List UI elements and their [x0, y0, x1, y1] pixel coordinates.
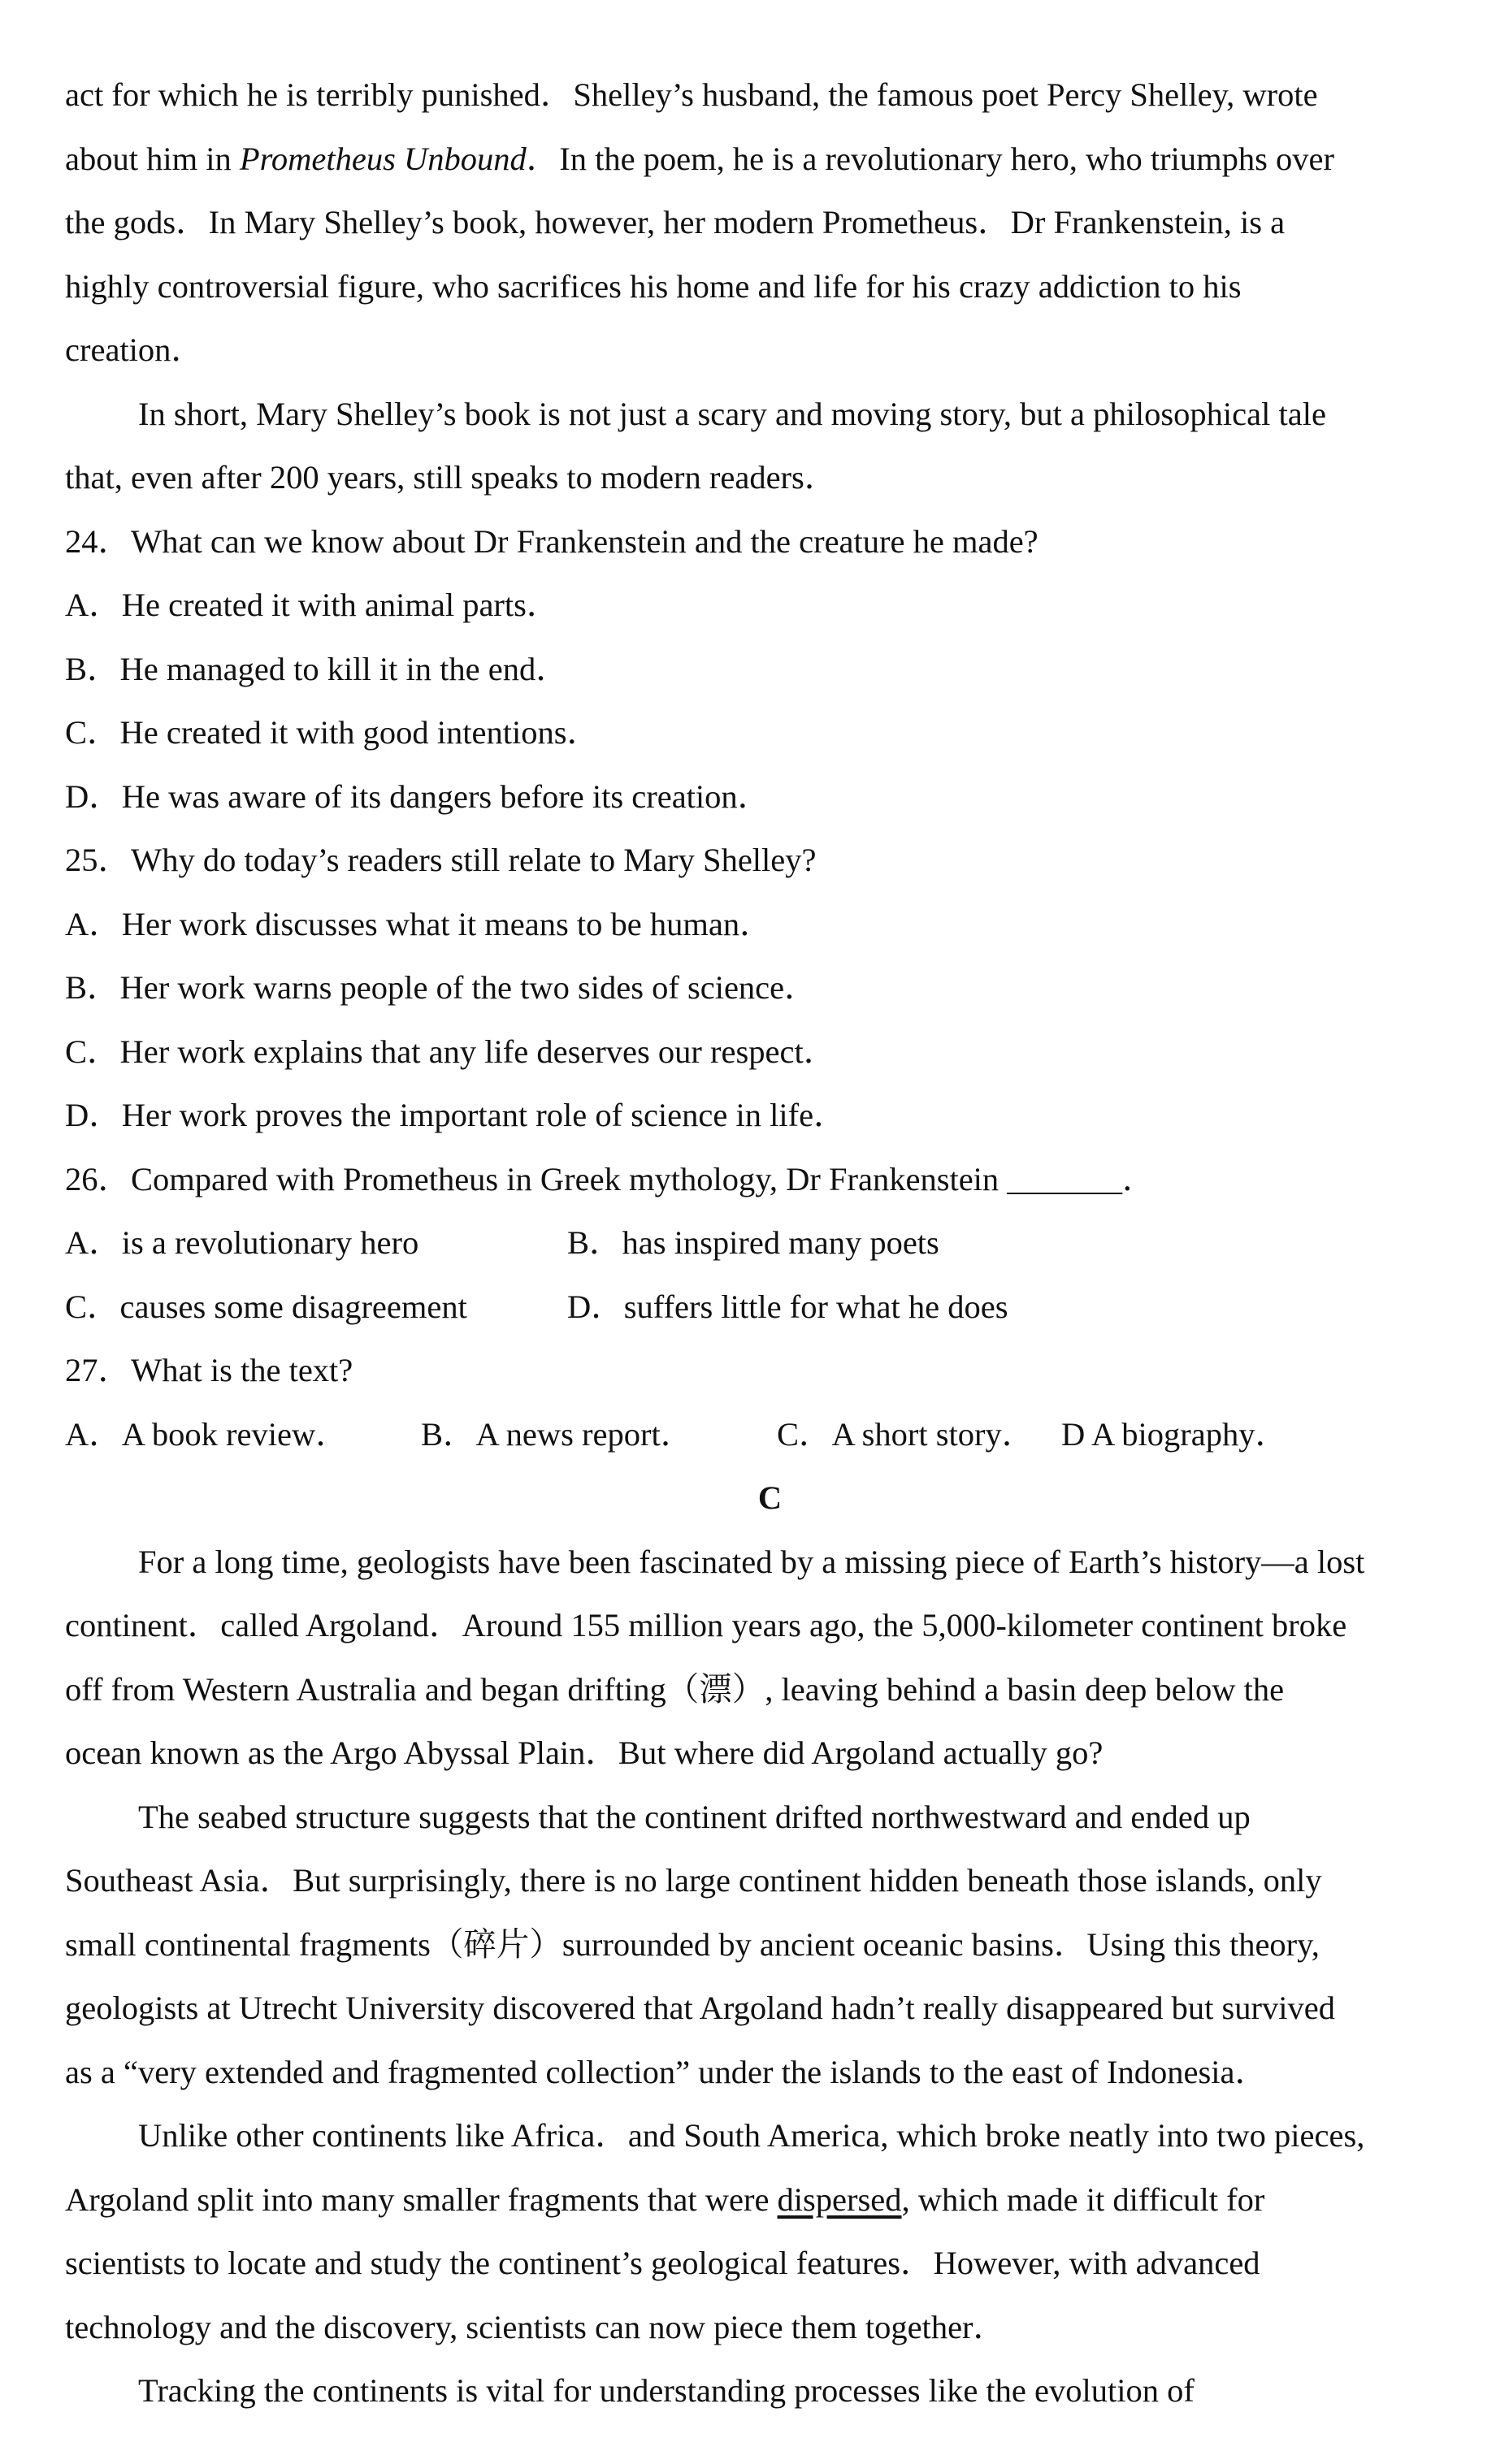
option-d: D．Her work proves the important role of science in life． [65, 1097, 847, 1133]
option-row [65, 1275, 1496, 1340]
passage-b-paragraph-1 [65, 63, 1496, 383]
option-b: B．Her work warns people of the two sides of science． [65, 969, 817, 1006]
text-line: Southeast Asia．But surprisingly, there is no large continent hidden beneath those islands, only [65, 1862, 1322, 1899]
text-line: continent．called Argoland．Around 155 million years ago, the 5,000-kilometer continent broke [65, 1607, 1347, 1643]
text-line: Tracking the continents is vital for understanding processes like the evolution of [138, 2372, 1195, 2409]
option-b: B．He managed to kill it in the end． [65, 650, 569, 687]
question-stem: 27．What is the text? [65, 1352, 353, 1388]
text-line: Unlike other continents like Africa．and South America, which broke neatly into two pieces, [138, 2117, 1365, 2154]
question-25 [65, 829, 1496, 1148]
option-c: C．He created it with good intentions． [65, 714, 601, 751]
passage-b-paragraph-2 [65, 383, 1496, 510]
passage-c-paragraph-3 [65, 2104, 1496, 2359]
text-line: technology and the discovery, scientists can now piece them together． [65, 2308, 1007, 2345]
option-d: D．suffers little for what he does [567, 1288, 1008, 1325]
text-line: For a long time, geologists have been fascinated by a missing piece of Earth’s history—a lost [138, 1543, 1365, 1580]
option-row [65, 1403, 1496, 1467]
text-line: geologists at Utrecht University discovered that Argoland hadn’t really disappeared but survived [65, 1990, 1335, 2026]
option-a: A．Her work discusses what it means to be human． [65, 905, 773, 942]
text-line: In short, Mary Shelley’s book is not just a scary and moving story, but a philosophical tale [138, 395, 1326, 432]
question-24 [65, 510, 1496, 829]
text-fragment: ．In the poem, he is a revolutionary hero, who triumphs over [526, 140, 1334, 177]
text-line: off from Western Australia and began drifting（漂）, leaving behind a basin deep below the [65, 1670, 1285, 1708]
text-line [65, 128, 1496, 192]
underlined-word: dispersed [777, 2180, 902, 2218]
text-line: that, even after 200 years, still speaks to modern readers． [65, 459, 838, 496]
text-fragment: about him in [65, 140, 240, 177]
option-d: D．He was aware of its dangers before its creation． [65, 777, 771, 815]
passage-c-paragraph-1 [65, 1531, 1496, 1786]
question-27 [65, 1339, 1496, 1466]
text-line: The seabed structure suggests that the continent drifted northwestward and ended up [138, 1798, 1251, 1835]
option-a: A．A book review． [65, 1415, 349, 1453]
text-line: highly controversial figure, who sacrifices his home and life for his crazy addiction to his [65, 267, 1242, 305]
passage-c-paragraph-2 [65, 1786, 1496, 2105]
option-b: B．has inspired many poets [567, 1224, 939, 1261]
book-title: Prometheus Unbound [239, 140, 527, 177]
question-stem: 24．What can we know about Dr Frankenstein and the creature he made? [65, 522, 1039, 560]
option-a: A．is a revolutionary hero [65, 1224, 419, 1261]
text-line: creation． [65, 331, 204, 368]
option-c: C．Her work explains that any life deserves our respect． [65, 1033, 837, 1070]
question-stem: 26．Compared with Prometheus in Greek mythology, Dr Frankenstein _______． [65, 1160, 1156, 1197]
text-line: ocean known as the Argo Abyssal Plain．But where did Argoland actually go? [65, 1734, 1104, 1771]
text-line [65, 2168, 1496, 2232]
text-line: act for which he is terribly punished．Shelley’s husband, the famous poet Percy Shelley, wrote [65, 76, 1318, 113]
text-fragment: Argoland split into many smaller fragments that were [65, 2180, 778, 2218]
question-stem: 25．Why do today’s readers still relate to Mary Shelley? [65, 842, 817, 878]
option-d: D A biography． [1061, 1415, 1288, 1453]
option-a: A．He created it with animal parts． [65, 587, 560, 623]
text-line: as a “very extended and fragmented collection” under the islands to the east of Indonesia． [65, 2053, 1268, 2090]
text-line: the gods．In Mary Shelley’s book, however, her modern Prometheus．Dr Frankenstein, is a [65, 204, 1286, 240]
passage-c-paragraph-4 [65, 2359, 1496, 2423]
text-line: small continental fragments（碎片）surrounded by ancient oceanic basins．Using this theory, [65, 1925, 1320, 1963]
option-b: B．A news report． [421, 1415, 694, 1453]
option-c: C．causes some disagreement [65, 1288, 467, 1325]
question-26 [65, 1148, 1496, 1340]
text-fragment: , which made it difficult for [901, 2180, 1265, 2218]
option-c: C．A short story． [777, 1415, 1035, 1453]
text-line: scientists to locate and study the continent’s geological features．However, with advanced [65, 2245, 1260, 2281]
section-heading: C [757, 1479, 783, 1516]
option-row [65, 1211, 1496, 1275]
